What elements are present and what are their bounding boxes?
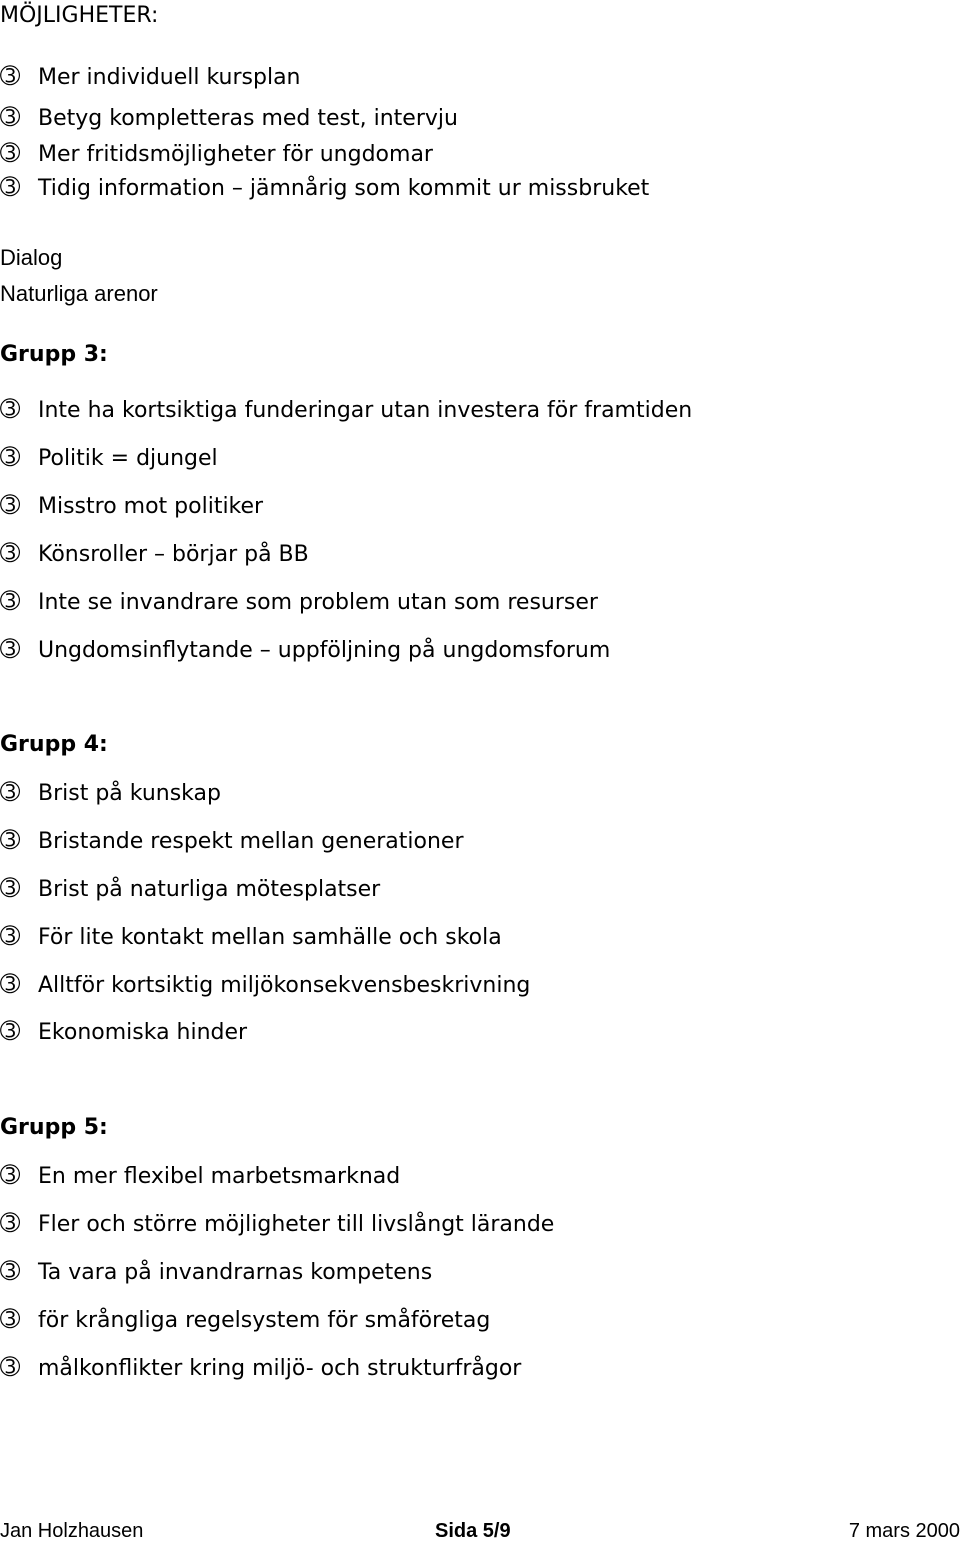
group-4-title: Grupp 4: [0, 732, 108, 757]
bullet-icon: ➂ [0, 1257, 21, 1285]
bullet-icon: ➂ [0, 970, 21, 998]
list-item: ➂ Ta vara på invandrarnas kompetens [0, 1257, 433, 1285]
bullet-icon: ➂ [0, 103, 21, 131]
list-item: ➂ En mer flexibel marbetsmarknad [0, 1161, 401, 1189]
list-item: ➂ Brist på naturliga mötesplatser [0, 874, 381, 902]
bullet-icon: ➂ [0, 491, 21, 519]
plain-line: Naturliga arenor [0, 281, 158, 306]
footer-author: Jan Holzhausen [0, 1520, 144, 1542]
bullet-icon: ➂ [0, 874, 21, 902]
bullet-icon: ➂ [0, 173, 21, 201]
plain-line: Dialog [0, 245, 63, 270]
list-item: ➂ Könsroller – börjar på BB [0, 539, 309, 567]
footer-page-number: Sida 5/9 [435, 1520, 511, 1542]
group-3-title: Grupp 3: [0, 342, 108, 367]
bullet-icon: ➂ [0, 395, 21, 423]
list-item: ➂ Politik = djungel [0, 443, 218, 471]
list-item: ➂ Inte se invandrare som problem utan som resurser [0, 587, 598, 615]
bullet-icon: ➂ [0, 139, 21, 167]
footer-date: 7 mars 2000 [848, 1520, 960, 1542]
bullet-icon: ➂ [0, 1209, 21, 1237]
list-item: ➂ för krångliga regelsystem för småföretag [0, 1305, 491, 1333]
bullet-icon: ➂ [0, 826, 21, 854]
bullet-icon: ➂ [0, 1161, 21, 1189]
bullet-icon: ➂ [0, 922, 21, 950]
list-item: ➂ Ungdomsinflytande – uppföljning på ungdomsforum [0, 635, 611, 663]
list-item: ➂ För lite kontakt mellan samhälle och skola [0, 922, 502, 950]
page-heading: MÖJLIGHETER: [0, 3, 159, 28]
list-item: ➂ Fler och större möjligheter till livslångt lärande [0, 1209, 555, 1237]
group-5-title: Grupp 5: [0, 1115, 108, 1140]
list-item: ➂ Alltför kortsiktig miljökonsekvensbeskrivning [0, 970, 531, 998]
bullet-icon: ➂ [0, 1305, 21, 1333]
bullet-icon: ➂ [0, 635, 21, 663]
bullet-icon: ➂ [0, 587, 21, 615]
list-item: ➂ Bristande respekt mellan generationer [0, 826, 464, 854]
list-item: ➂ Mer fritidsmöjligheter för ungdomar [0, 139, 433, 167]
bullet-icon: ➂ [0, 62, 21, 90]
list-item: ➂ Brist på kunskap [0, 778, 221, 806]
list-item: ➂ Inte ha kortsiktiga funderingar utan investera för framtiden [0, 395, 693, 423]
bullet-icon: ➂ [0, 539, 21, 567]
bullet-icon: ➂ [0, 778, 21, 806]
bullet-icon: ➂ [0, 1017, 21, 1045]
list-item: ➂ Misstro mot politiker [0, 491, 264, 519]
bullet-icon: ➂ [0, 1353, 21, 1381]
list-item: ➂ Mer individuell kursplan [0, 62, 301, 90]
list-item: ➂ Betyg kompletteras med test, intervju [0, 103, 458, 131]
list-item: ➂ Ekonomiska hinder [0, 1017, 248, 1045]
list-item: ➂ Tidig information – jämnårig som kommit ur missbruket [0, 173, 650, 201]
list-item: ➂ målkonflikter kring miljö- och strukturfrågor [0, 1353, 522, 1381]
bullet-icon: ➂ [0, 443, 21, 471]
